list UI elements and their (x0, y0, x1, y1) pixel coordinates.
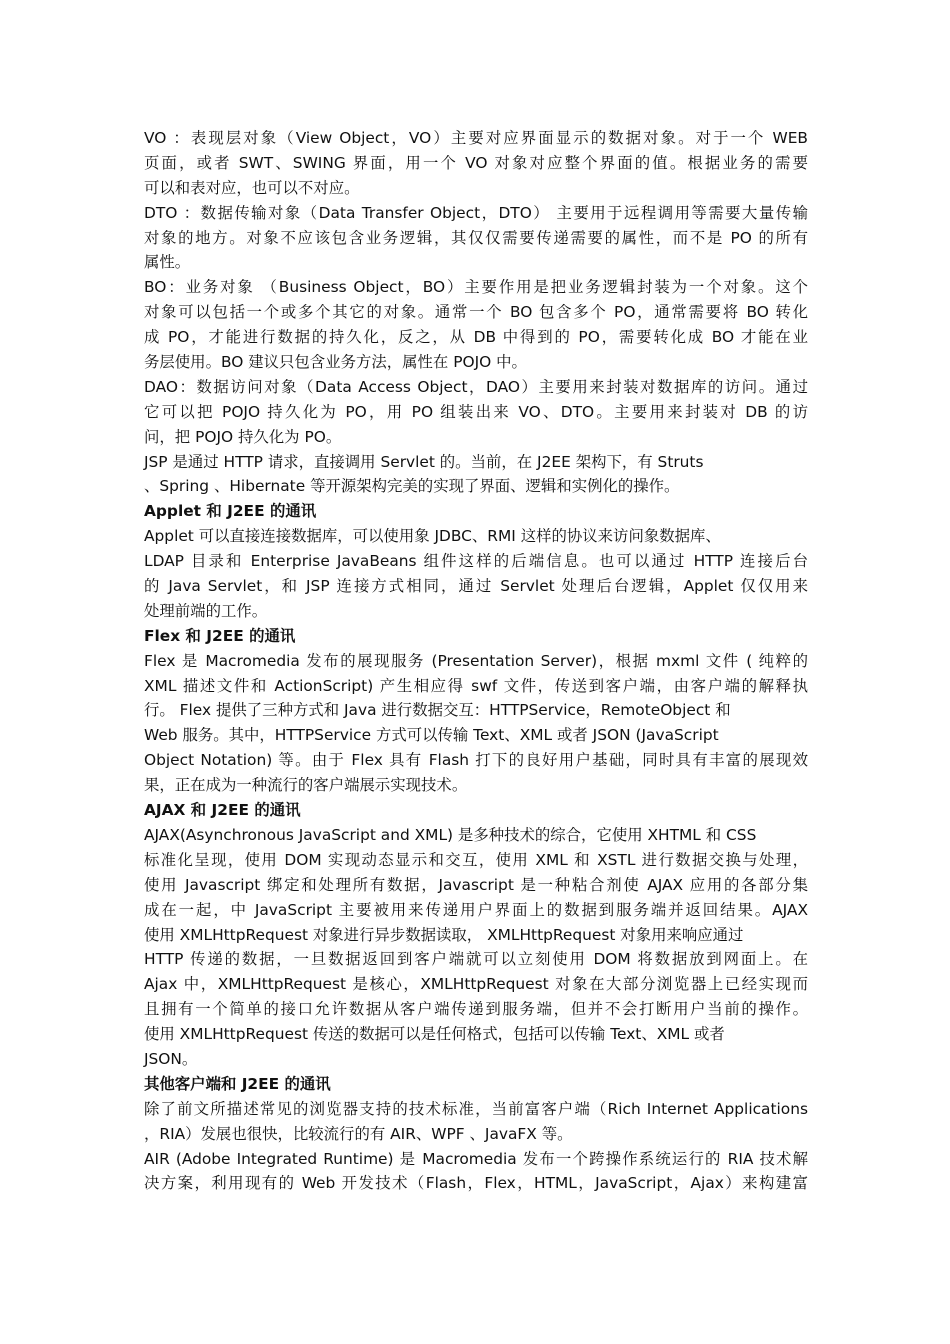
text-line: DTO ：数据传输对象（Data Transfer Object，DTO） 主要用于远程调用等需要大量传输 (144, 203, 808, 222)
section-heading: Flex 和 J2EE 的通讯 (144, 626, 296, 645)
text-line: 使用 XMLHttpRequest 传送的数据可以是任何格式，包括可以传输 Text、XML 或者 (144, 1025, 725, 1044)
text-line: 它可以把 POJO 持久化为 PO，用 PO 组装出来 VO、DTO。主要用来封装对 DB 的访 (144, 402, 808, 421)
document-body (144, 126, 808, 1196)
text-line: 行。 Flex 提供了三种方式和 Java 进行数据交互：HTTPService，RemoteObject 和 (144, 701, 731, 720)
text-line: 的 Java Servlet，和 JSP 连接方式相同，通过 Servlet 处理后台逻辑，Applet 仅仅用来 (144, 577, 808, 596)
text-line: 对象可以包括一个或多个其它的对象。通常一个 BO 包含多个 PO，通常需要将 BO 转化 (144, 303, 808, 322)
text-line: LDAP 目录和 Enterprise JavaBeans 组件这样的后端信息。也可以通过 HTTP 连接后台 (144, 552, 808, 571)
text-line: Object Notation) 等。由于 Flex 具有 Flash 打下的良好用户基础，同时具有丰富的展现效 (144, 751, 808, 770)
section-heading: Applet 和 J2EE 的通讯 (144, 502, 317, 521)
text-line: 果，正在成为一种流行的客户端展示实现技术。 (144, 776, 468, 795)
text-line: 决方案，利用现有的 Web 开发技术（Flash，Flex，HTML，JavaScript，Ajax）来构建富 (144, 1174, 808, 1193)
text-line: Applet 可以直接连接数据库，可以使用象 JDBC、RMI 这样的协议来访问象数据库、 (144, 527, 721, 546)
text-line: HTTP 传递的数据，一旦数据返回到客户端就可以立刻使用 DOM 将数据放到网面上。在 (144, 950, 808, 969)
text-line: 且拥有一个简单的接口允许数据从客户端传递到服务端，但并不会打断用户当前的操作。 (144, 1000, 808, 1019)
text-line: ，RIA）发展也很快，比较流行的有 AIR、WPF 、JavaFX 等。 (144, 1124, 573, 1143)
text-line: BO：业务对象 （Business Object，BO）主要作用是把业务逻辑封装为一个对象。这个 (144, 278, 808, 297)
section-heading: AJAX 和 J2EE 的通讯 (144, 801, 301, 820)
text-line: 页面，或者 SWT、SWING 界面，用一个 VO 对象对应整个界面的值。根据业务的需要 (144, 153, 808, 172)
text-line: AJAX(Asynchronous JavaScript and XML) 是多种技术的综合，它使用 XHTML 和 CSS (144, 825, 757, 844)
text-line: Web 服务。其中，HTTPService 方式可以传输 Text、XML 或者 JSON (JavaScript (144, 726, 719, 745)
text-line: 可以和表对应，也可以不对应。 (144, 178, 360, 197)
text-line: JSP 是通过 HTTP 请求，直接调用 Servlet 的。当前，在 J2EE 架构下，有 Struts (144, 452, 704, 471)
text-line: 使用 XMLHttpRequest 对象进行异步数据读取， XMLHttpRequest 对象用来响应通过 (144, 925, 744, 944)
text-line: XML 描述文件和 ActionScript) 产生相应得 swf 文件，传送到客户端，由客户端的解释执 (144, 676, 808, 695)
text-line: 处理前端的工作。 (144, 601, 268, 620)
text-line: Flex 是 Macromedia 发布的展现服务 (Presentation Server)，根据 mxml 文件 ( 纯粹的 (144, 651, 808, 670)
text-line: 属性。 (144, 253, 191, 272)
text-line: 、Spring 、Hibernate 等开源架构完美的实现了界面、逻辑和实例化的操作。 (144, 477, 680, 496)
text-line: AIR (Adobe Integrated Runtime) 是 Macromedia 发布一个跨操作系统运行的 RIA 技术解 (144, 1149, 808, 1168)
text-line: 成在一起，中 JavaScript 主要被用来传递用户界面上的数据到服务端并返回结果。AJAX (144, 900, 808, 919)
text-line: 问，把 POJO 持久化为 PO。 (144, 427, 342, 446)
text-line: 使用 Javascript 绑定和处理所有数据，Javascript 是一种粘合剂使 AJAX 应用的各部分集 (144, 875, 808, 894)
text-line: DAO：数据访问对象（Data Access Object，DAO）主要用来封装对数据库的访问。通过 (144, 377, 808, 396)
text-line: 对象的地方。对象不应该包含业务逻辑，其仅仅需要传递需要的属性，而不是 PO 的所有 (144, 228, 808, 247)
text-line: 标准化呈现，使用 DOM 实现动态显示和交互，使用 XML 和 XSTL 进行数据交换与处理， (144, 850, 808, 869)
text-line: 除了前文所描述常见的浏览器支持的技术标准，当前富客户端（Rich Internet Applications (144, 1099, 808, 1118)
section-heading: 其他客户端和 J2EE 的通讯 (144, 1074, 331, 1093)
text-line: 务层使用。BO 建议只包含业务方法，属性在 POJO 中。 (144, 353, 527, 372)
text-line: 成 PO，才能进行数据的持久化，反之，从 DB 中得到的 PO，需要转化成 BO 才能在业 (144, 328, 808, 347)
text-line: Ajax 中，XMLHttpRequest 是核心，XMLHttpRequest 对象在大部分浏览器上已经实现而 (144, 975, 808, 994)
text-line: JSON。 (144, 1049, 198, 1068)
text-line: VO ：表现层对象（View Object，VO）主要对应界面显示的数据对象。对于一个 WEB (144, 129, 808, 147)
